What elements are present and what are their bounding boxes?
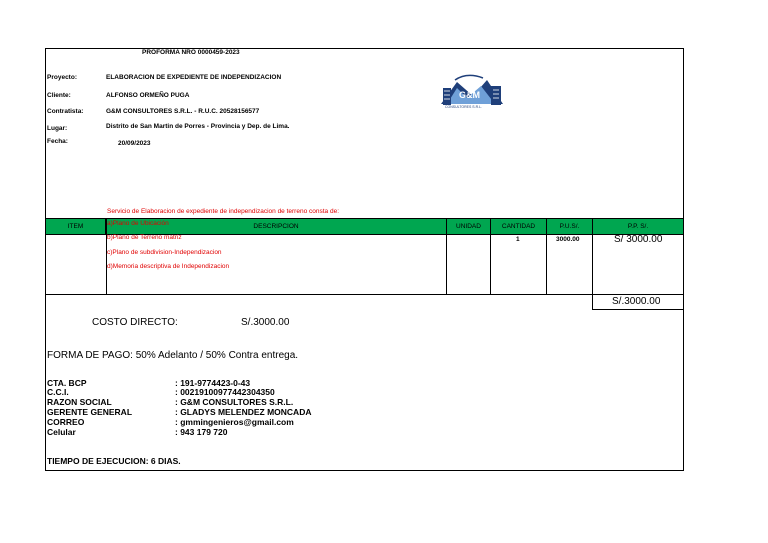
description-line: b)Plano de Terreno matriz: [107, 234, 182, 241]
total-border: [593, 309, 683, 310]
total-value: S/.3000.00: [612, 296, 661, 307]
col-header-descripcion: DESCRIPCION: [106, 219, 447, 234]
logo-text: G&M: [459, 90, 480, 100]
forma-pago: FORMA DE PAGO: 50% Adelanto / 50% Contra entrega.: [47, 350, 299, 361]
table-row-border: [46, 294, 683, 295]
table-top-border: [46, 218, 683, 219]
bank-value: : 00219100977442304350: [175, 387, 275, 397]
proforma-sheet: [45, 48, 684, 471]
field-label-fecha: Fecha:: [47, 138, 68, 145]
description-line: Servicio de Elaboracion de expediente de independizacion de terreno consta de:: [107, 208, 339, 215]
field-value-contratista: G&M CONSULTORES S.R.L. - R.U.C. 20528156577: [106, 108, 260, 115]
costo-directo-label: COSTO DIRECTO:: [92, 317, 178, 328]
bank-label: C.C.I.: [47, 387, 69, 397]
field-value-fecha: 20/09/2023: [118, 140, 151, 147]
cell-pp: S/ 3000.00: [614, 234, 663, 245]
bank-value: : gmmingenieros@gmail.com: [175, 417, 294, 427]
description-line: d)Memoria descriptiva de Independizacion: [107, 263, 230, 270]
field-label-proyecto: Proyecto:: [47, 74, 77, 81]
bank-value: : GLADYS MELENDEZ MONCADA: [175, 407, 312, 417]
col-divider: [106, 218, 107, 295]
description-line: a)Plano de Ubicación: [107, 220, 169, 227]
col-divider: [546, 218, 547, 295]
bank-label: GERENTE GENERAL: [47, 407, 133, 417]
bank-label: CTA. BCP: [47, 378, 87, 388]
field-value-cliente: ALFONSO ORMEÑO PUGA: [106, 92, 190, 99]
bank-label: CORREO: [47, 417, 85, 427]
bank-value: : 191-9774423-0-43: [175, 378, 251, 388]
col-header-cantidad: CANTIDAD: [491, 219, 547, 234]
col-divider: [592, 218, 593, 310]
proforma-number: PROFORMA NRO 0000459-2023: [142, 49, 240, 56]
description-line: c)Plano de subdivision-Independizacion: [107, 249, 222, 256]
field-value-lugar: Distrito de San Martin de Porres - Provincia y Dep. de Lima.: [106, 123, 290, 130]
col-header-pp: P.P. S/.: [593, 219, 683, 234]
cell-cantidad: 1: [516, 236, 520, 243]
col-header-unidad: UNIDAD: [447, 219, 491, 234]
col-header-pu: P.U.S/.: [547, 219, 593, 234]
col-header-item: ITEM: [46, 219, 106, 234]
bank-label: RAZON SOCIAL: [47, 397, 112, 407]
field-label-lugar: Lugar:: [47, 125, 68, 132]
tiempo-ejecucion: TIEMPO DE EJECUCION: 6 DIAS.: [47, 456, 181, 466]
costo-directo-value: S/.3000.00: [241, 317, 290, 328]
cell-pu: 3000.00: [556, 236, 580, 243]
field-label-cliente: Cliente:: [47, 92, 71, 99]
bank-value: : 943 179 720: [175, 427, 228, 437]
company-logo: [437, 74, 507, 112]
logo-subtext: CONSULTORES S.R.L.: [445, 105, 483, 109]
bank-value: : G&M CONSULTORES S.R.L.: [175, 397, 294, 407]
field-value-proyecto: ELABORACION DE EXPEDIENTE DE INDEPENDIZACION: [106, 74, 282, 81]
col-divider: [446, 218, 447, 295]
field-label-contratista: Contratista:: [47, 108, 84, 115]
bank-label: Celular: [47, 427, 76, 437]
col-divider: [490, 218, 491, 295]
